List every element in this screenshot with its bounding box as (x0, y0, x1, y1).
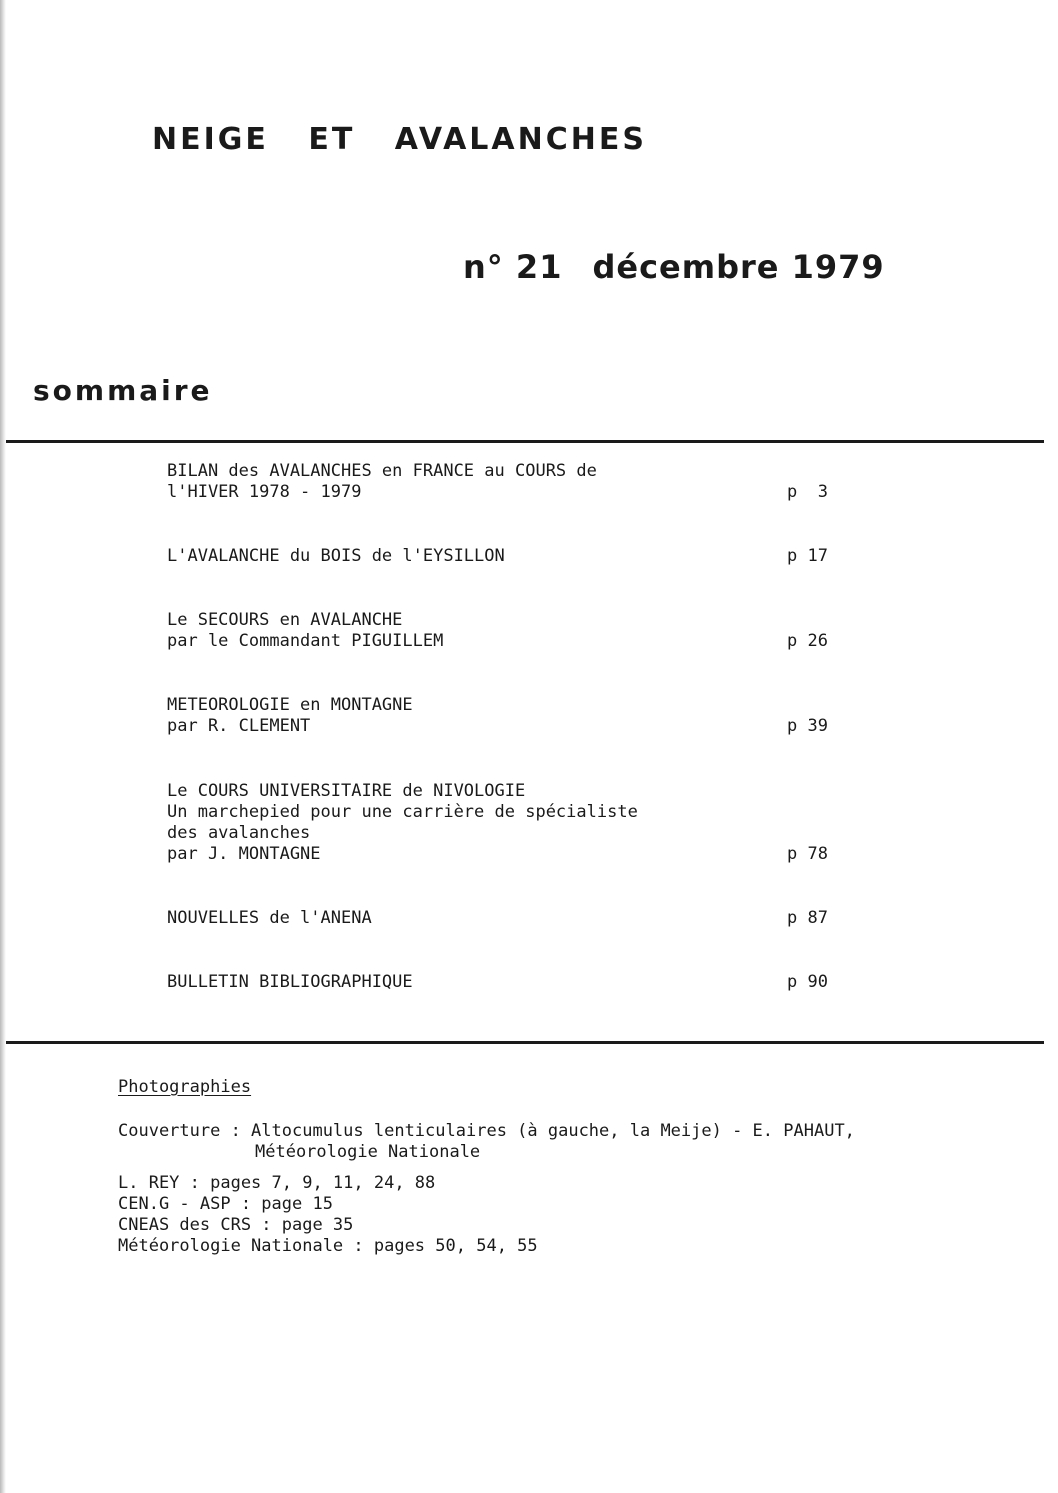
toc-entry-line: l'HIVER 1978 - 1979 (167, 482, 362, 502)
cover-credit-continuation: Météorologie Nationale (255, 1142, 481, 1162)
toc-entry-line: L'AVALANCHE du BOIS de l'EYSILLON (167, 546, 505, 566)
toc-page-number: p 90 (787, 972, 828, 992)
page-left-edge (0, 0, 6, 1493)
toc-entry (167, 972, 847, 993)
toc-entry (167, 908, 847, 929)
photo-credits (118, 1077, 855, 1257)
cover-credit-line: Couverture : Altocumulus lenticulaires (à gauche, la Meije) - E. PAHAUT, (118, 1121, 855, 1141)
toc-entry-line: par J. MONTAGNE (167, 844, 321, 864)
journal-title: NEIGE ET AVALANCHES (152, 122, 647, 157)
toc-entry-line: des avalanches (167, 823, 311, 843)
toc-entry-line: BULLETIN BIBLIOGRAPHIQUE (167, 972, 413, 992)
toc-entry (167, 781, 847, 865)
credit-line: L. REY : pages 7, 9, 11, 24, 88 (118, 1173, 436, 1193)
toc-entry (167, 461, 847, 503)
toc-entry-line: par R. CLEMENT (167, 716, 311, 736)
credit-line: Météorologie Nationale : pages 50, 54, 55 (118, 1236, 538, 1256)
toc-entry-line: NOUVELLES de l'ANENA (167, 908, 372, 928)
toc-entry (167, 610, 847, 652)
toc-entry-line: par le Commandant PIGUILLEM (167, 631, 444, 651)
toc-entry (167, 546, 847, 567)
toc-page-number: p 78 (787, 844, 828, 864)
credit-line: CNEAS des CRS : page 35 (118, 1215, 354, 1235)
toc-entry-line: Un marchepied pour une carrière de spécialiste (167, 802, 638, 822)
sommaire-heading: sommaire (33, 374, 213, 407)
issue-line (463, 248, 885, 286)
issue-date: décembre 1979 (592, 248, 885, 286)
toc-page-number: p 17 (787, 546, 828, 566)
toc-page-number: p 39 (787, 716, 828, 736)
toc-entry (167, 695, 847, 737)
toc-entry-line: BILAN des AVALANCHES en FRANCE au COURS de (167, 461, 597, 481)
photo-credits-heading: Photographies (118, 1077, 252, 1097)
toc-entry-line: Le COURS UNIVERSITAIRE de NIVOLOGIE (167, 781, 526, 801)
top-rule (6, 440, 1044, 443)
toc-entry-line: Le SECOURS en AVALANCHE (167, 610, 403, 630)
toc-page-number: p 3 (787, 482, 828, 502)
credit-line: CEN.G - ASP : page 15 (118, 1194, 333, 1214)
toc-entry-line: METEOROLOGIE en MONTAGNE (167, 695, 413, 715)
cover-credit (118, 1121, 855, 1163)
toc-page-number: p 26 (787, 631, 828, 651)
bottom-rule (6, 1041, 1044, 1044)
issue-number: n° 21 (463, 248, 563, 286)
toc-page-number: p 87 (787, 908, 828, 928)
